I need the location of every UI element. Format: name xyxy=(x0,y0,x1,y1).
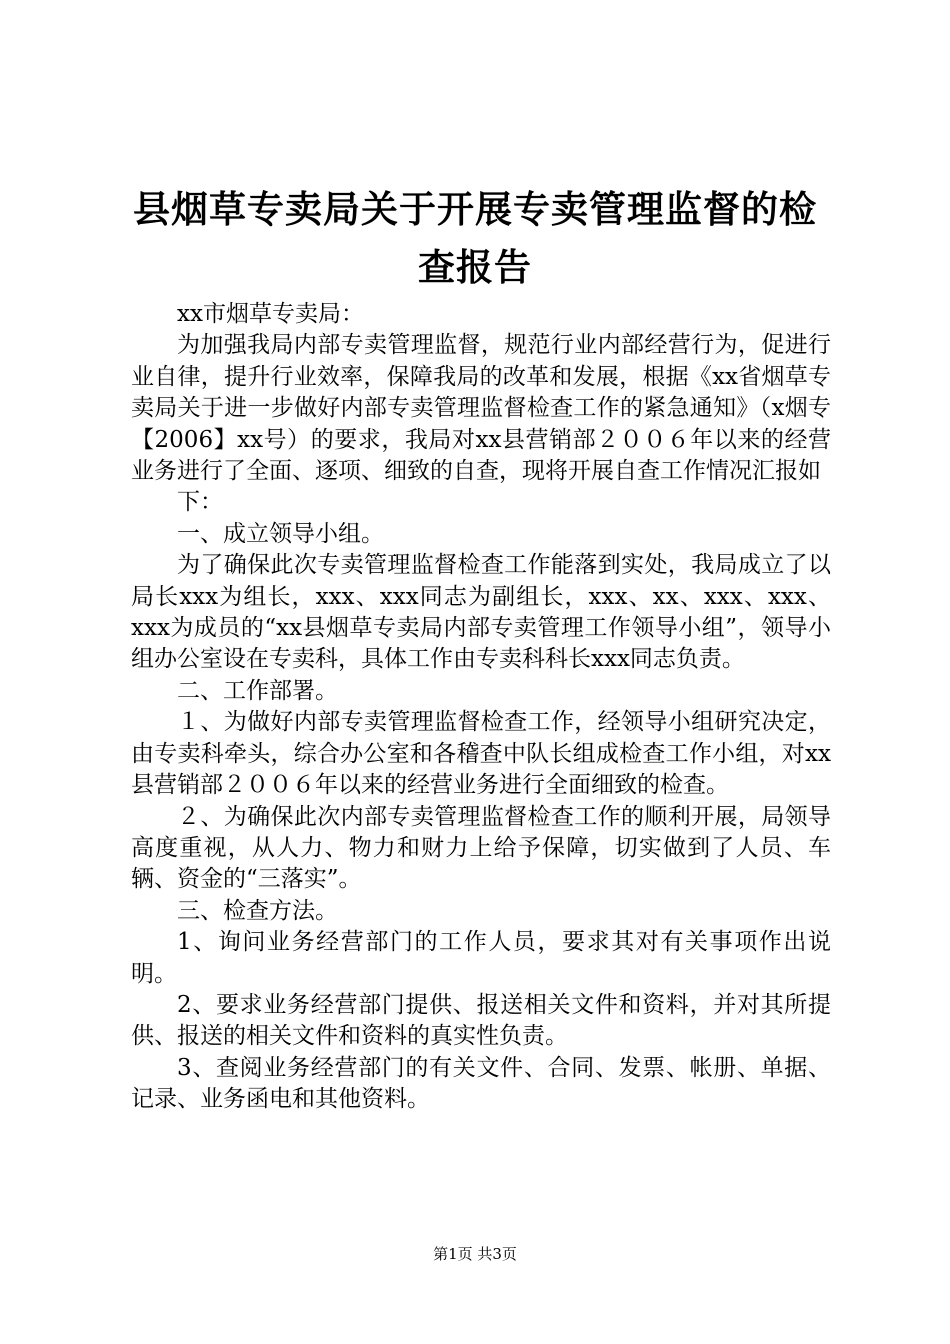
intro-continuation: 下： xyxy=(177,489,223,516)
document-body xyxy=(131,299,831,1116)
document-title: 县烟草专卖局关于开展专卖管理监督的检查报告 xyxy=(133,187,817,289)
section-heading-2: 二、工作部署。 xyxy=(177,677,338,704)
section-2-item-2: ２、为确保此次内部专卖管理监督检查工作的顺利开展，局领导高度重视，从人力、物力和财力上给予保障，切实做到了人员、车辆、资金的“三落实”。 xyxy=(131,803,831,893)
section-1-paragraph: 为了确保此次专卖管理监督检查工作能落到实处，我局成立了以局长xxx为组长，xxx、xxx同志为副组长，xxx、xx、xxx、xxx、xxx为成员的“xx县烟草专卖局内部专卖管理工作领导小组”，领导小组办公室设在专卖科，具体工作由专卖科科长xxx同志负责。 xyxy=(131,552,831,673)
salutation: xx市烟草专卖局： xyxy=(177,301,364,327)
page-footer: 第1页 共3页 xyxy=(433,1245,517,1263)
intro-paragraph: 为加强我局内部专卖管理监督，规范行业内部经营行为，促进行业自律，提升行业效率，保障我局的改革和发展，根据《xx省烟草专卖局关于进一步做好内部专卖管理监督检查工作的紧急通知》（x烟专【2006】xx号）的要求，我局对xx县营销部２００６年以来的经营业务进行了全面、逐项、细致的自查，现将开展自查工作情况汇报如 xyxy=(131,332,831,485)
section-heading-3: 三、检查方法。 xyxy=(177,897,338,924)
section-3-item-1: 1、询问业务经营部门的工作人员，要求其对有关事项作出说明。 xyxy=(131,929,831,987)
section-heading-1: 一、成立领导小组。 xyxy=(177,520,384,547)
section-3-item-3: 3、查阅业务经营部门的有关文件、合同、发票、帐册、单据、记录、业务函电和其他资料。 xyxy=(131,1054,831,1113)
section-2-item-1: １、为做好内部专卖管理监督检查工作，经领导小组研究决定，由专卖科牵头，综合办公室和各稽查中队长组成检查工作小组，对xx县营销部２００６年以来的经营业务进行全面细致的检查。 xyxy=(131,709,831,799)
section-3-item-2: 2、要求业务经营部门提供、报送相关文件和资料，并对其所提供、报送的相关文件和资料的真实性负责。 xyxy=(131,991,831,1050)
